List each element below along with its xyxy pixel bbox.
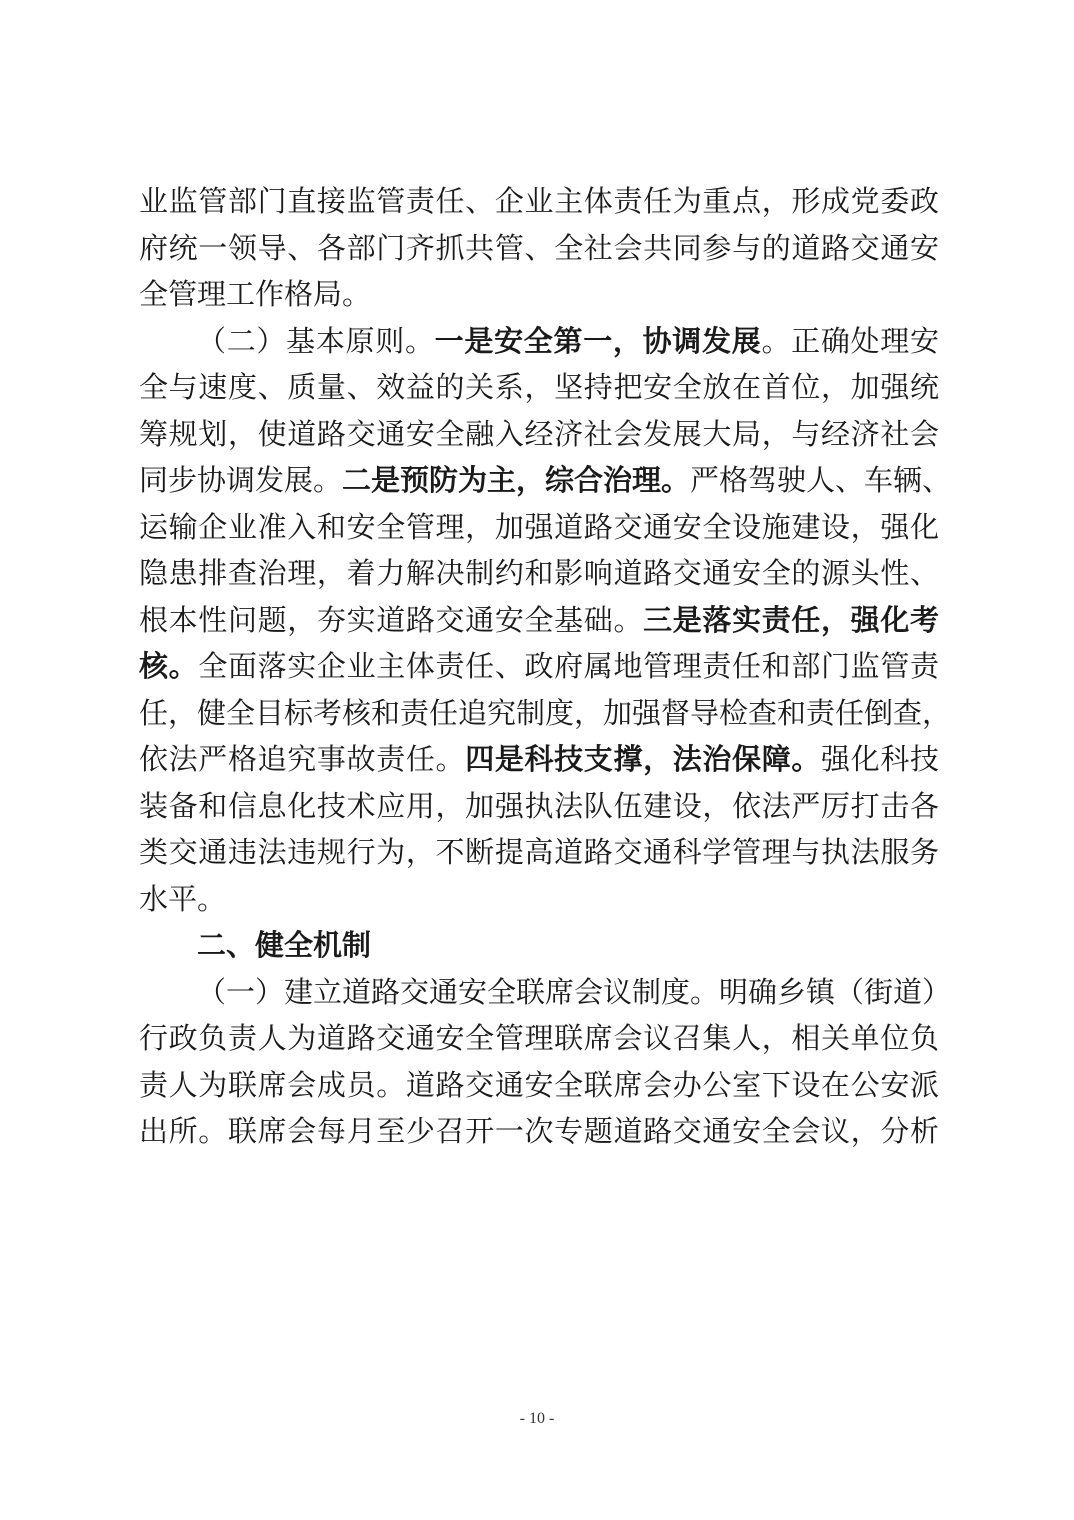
text-line bbox=[139, 736, 939, 783]
text-line: 装备和信息化技术应用，加强执法队伍建设，依法严厉打击各 bbox=[139, 788, 939, 823]
text-line bbox=[139, 457, 952, 504]
text-line: 类交通违法违规行为，不断提高道路交通科学管理与执法服务 bbox=[139, 835, 939, 869]
text-span: 强化科技 bbox=[821, 742, 939, 776]
text-line: 隐患排查治理，着力解决制约和影响道路交通安全的源头性、 bbox=[139, 556, 939, 590]
bold-principle-4: 四是科技支撑，法治保障。 bbox=[465, 742, 822, 776]
text-span: 严格驾驶人、车辆、 bbox=[690, 463, 952, 497]
text-span: 同步协调发展。 bbox=[139, 463, 343, 497]
text-line: 府统一领导、各部门齐抓共管、全社会共同参与的道路交通安 bbox=[139, 230, 939, 265]
text-line: 出所。联席会每月至少召开一次专题道路交通安全会议，分析 bbox=[139, 1114, 939, 1148]
text-span: 。正确处理安 bbox=[761, 323, 939, 358]
section-heading: 二、健全机制 bbox=[197, 928, 372, 962]
principles-label: （二）基本原则。 bbox=[197, 323, 435, 358]
bold-principle-2: 二是预防为主，综合治理。 bbox=[342, 463, 691, 497]
bold-principle-3-end: 核。 bbox=[139, 649, 199, 683]
text-line: 全与速度、质量、效益的关系，坚持把安全放在首位，加强统 bbox=[139, 370, 939, 404]
text-line: 业监管部门直接监管责任、企业主体责任为重点，形成党委政 bbox=[139, 184, 939, 218]
text-line bbox=[139, 643, 939, 690]
text-span: 依法严格追究事故责任。 bbox=[139, 742, 466, 776]
text-span: 全面落实企业主体责任、政府属地管理责任和部门监管责 bbox=[198, 649, 939, 683]
text-line bbox=[139, 318, 939, 365]
bold-principle-3: 三是落实责任，强化考 bbox=[643, 602, 939, 637]
page-number: - 10 - bbox=[519, 1410, 555, 1427]
text-line: 责人为联席会成员。道路交通安全联席会办公室下设在公安派 bbox=[139, 1067, 939, 1102]
text-line: 水平。 bbox=[139, 881, 227, 916]
text-line: 行政负责人为道路交通安全管理联席会议召集人，相关单位负 bbox=[139, 1021, 939, 1055]
text-line: （一）建立道路交通安全联席会议制度。明确乡镇（街道） bbox=[197, 974, 952, 1009]
text-line bbox=[139, 597, 939, 644]
document-body bbox=[139, 178, 952, 1155]
text-line: 运输企业准入和安全管理，加强道路交通安全设施建设，强化 bbox=[139, 509, 939, 544]
text-line: 任，健全目标考核和责任追究制度，加强督导检查和责任倒查， bbox=[139, 695, 952, 730]
bold-principle-1: 一是安全第一，协调发展 bbox=[434, 323, 762, 358]
text-line: 筹规划，使道路交通安全融入经济社会发展大局，与经济社会 bbox=[139, 416, 939, 451]
text-line: 全管理工作格局。 bbox=[139, 277, 372, 311]
text-span: 根本性问题，夯实道路交通安全基础。 bbox=[139, 602, 644, 637]
